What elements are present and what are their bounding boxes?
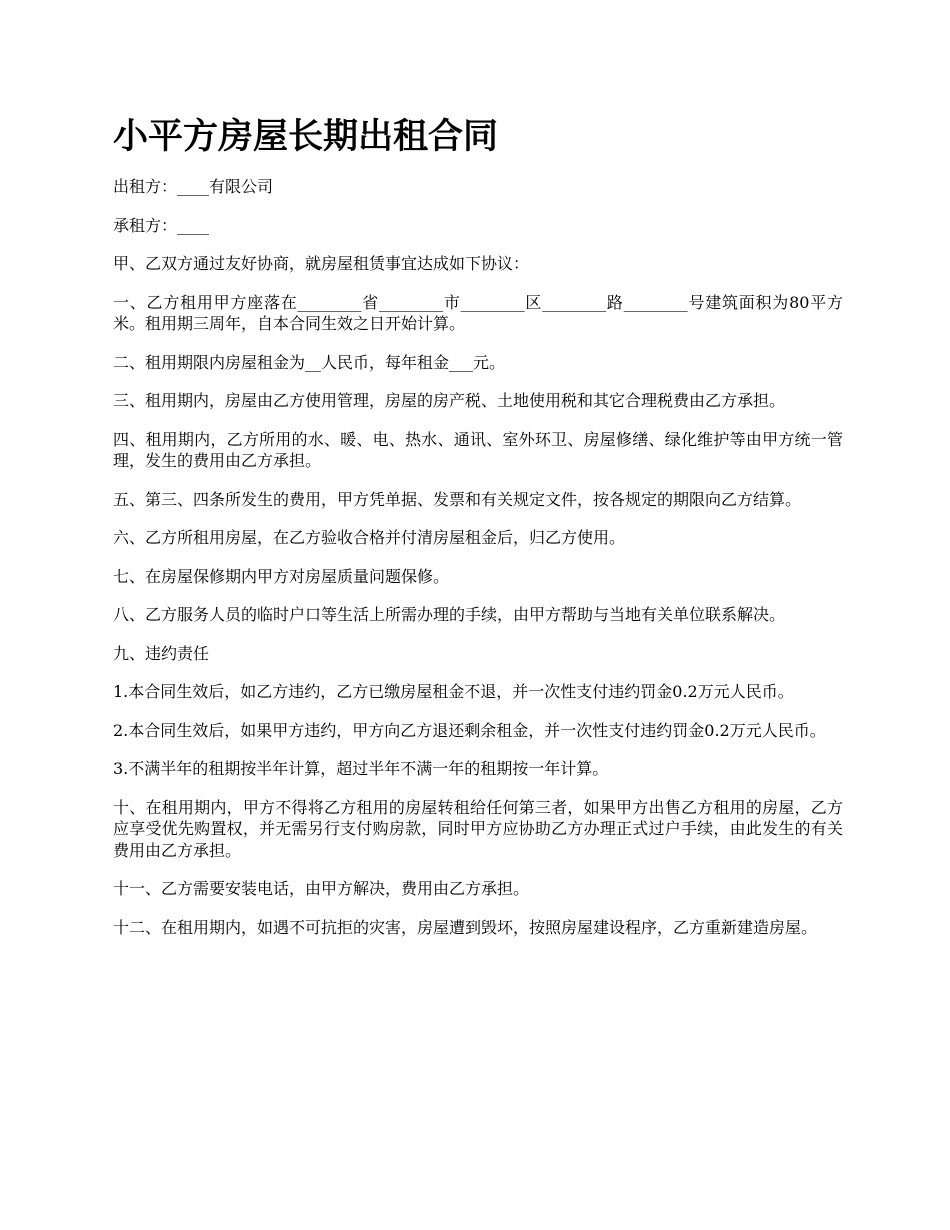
clause-9-item-1: 1.本合同生效后，如乙方违约，乙方已缴房屋租金不退，并一次性支付违约罚金0.2万元人民币。 [113,682,794,701]
document-page [113,112,843,955]
clause-2: 二、租用期限内房屋租金为__人民币，每年租金___元。 [113,352,506,372]
clause-9-heading: 九、违约责任 [113,643,210,663]
lessee-line: 承租方：____ [113,215,210,235]
clause-5: 五、第三、四条所发生的费用，甲方凭单据、发票和有关规定文件，按各规定的期限向乙方结算。 [113,489,802,509]
clause-7: 七、在房屋保修期内甲方对房屋质量问题保修。 [113,566,450,586]
agreement-intro: 甲、乙双方通过友好协商，就房屋租赁事宜达成如下协议： [113,254,530,273]
clause-9-item-3: 3.不满半年的租期按半年计算，超过半年不满一年的租期按一年计算。 [113,759,609,778]
clause-8: 八、乙方服务人员的临时户口等生活上所需办理的手续，由甲方帮助与当地有关单位联系解决。 [113,605,786,624]
document-title: 小平方房屋长期出租合同 [113,116,499,157]
clause-10: 十、在租用期内，甲方不得将乙方租用的房屋转租给任何第三者，如果甲方出售乙方租用的房屋，乙方应享受优先购置权，并无需另行支付购房款，同时甲方应协助乙方办理正式过户手续，由此发生的有关费用由乙方承担。 [113,797,843,860]
clause-6: 六、乙方所租用房屋，在乙方验收合格并付清房屋租金后，归乙方使用。 [113,528,626,547]
clause-4: 四、租用期内，乙方所用的水、暖、电、热水、通讯、室外环卫、房屋修缮、绿化维护等由甲方统一管理，发生的费用由乙方承担。 [113,429,843,470]
clause-11: 十一、乙方需要安装电话，由甲方解决，费用由乙方承担。 [113,879,530,898]
lessor-line: 出租方：____有限公司 [113,177,274,196]
clause-3: 三、租用期内，房屋由乙方使用管理，房屋的房产税、土地使用税和其它合理税费由乙方承担。 [113,391,786,410]
clause-12: 十二、在租用期内，如遇不可抗拒的灾害，房屋遭到毁坏，按照房屋建设程序，乙方重新建造房屋。 [113,917,818,937]
clause-9-item-2: 2.本合同生效后，如果甲方违约，甲方向乙方退还剩余租金，并一次性支付违约罚金0.2万元人民币。 [113,720,826,740]
clause-1: 一、乙方租用甲方座落在________省________市________区________路________号建筑面积为80平方米。租用期三周年，自本合同生效之日开始计算。 [113,292,843,333]
